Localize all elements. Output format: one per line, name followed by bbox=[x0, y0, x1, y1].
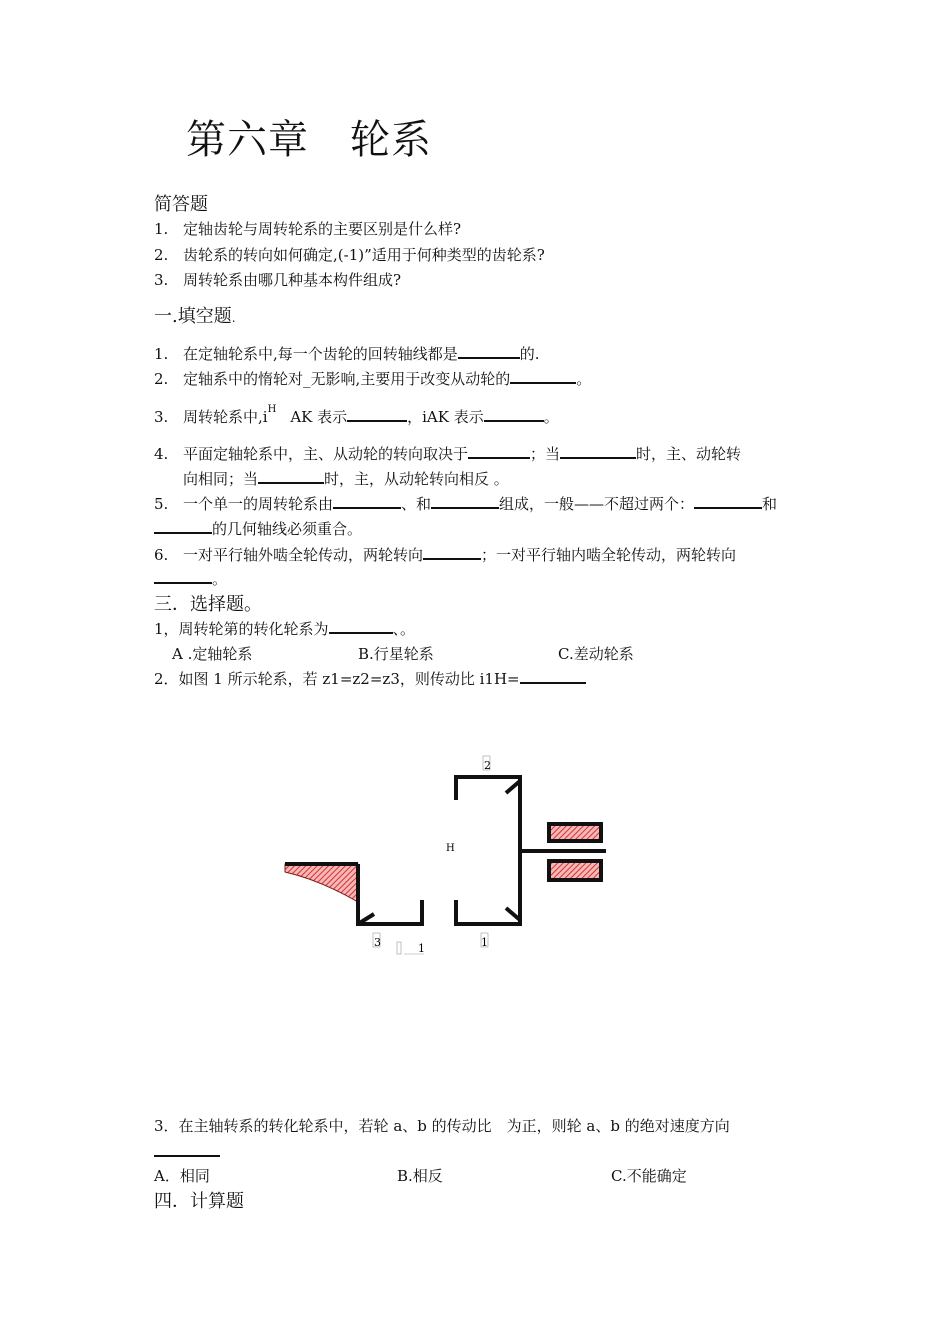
fill-q4-cont: 向相同；当 时，主，从动轮转向相反 。 bbox=[183, 470, 509, 488]
page-title: 第六章 轮系 bbox=[186, 117, 432, 163]
label-1b: 1 bbox=[481, 936, 488, 949]
fill-q3: 3. 周转轮系中$,i^H$ AK 表示 ，iAK 表示 。 bbox=[154, 404, 559, 426]
choice-q3-option-b: B.相反 bbox=[397, 1167, 443, 1185]
choice-q1-option-c: C.差动轮系 bbox=[558, 645, 634, 663]
short-answer-item: 1. 定轴齿轮与周转轮系的主要区别是什么样? bbox=[154, 220, 462, 238]
fill-q2: 2. 定轴系中的惰轮对_无影响,主要用于改变从动轮的 。 bbox=[154, 370, 592, 388]
gear-train-figure bbox=[270, 740, 630, 970]
gear-3-hatched-wedge bbox=[285, 864, 358, 902]
choice-q1-option-b: B.行星轮系 bbox=[358, 645, 434, 663]
choice-q1: 1，周转轮第的转化轮系为 、。 bbox=[154, 620, 416, 638]
gear-3-outline bbox=[358, 864, 422, 924]
fill-in-heading: 一.填空题. bbox=[154, 306, 236, 327]
choice-q3: 3．在主轴转系的转化轮系中，若轮 a、b 的传动比 为正，则轮 a、b 的绝对速度方向 bbox=[154, 1117, 730, 1135]
fill-q4: 4. 平面定轴轮系中，主、从动轮的转向取决于 ；当 时，主、动轮转 bbox=[154, 445, 742, 463]
bearing-bottom bbox=[549, 861, 601, 880]
short-answer-heading: 简答题 bbox=[154, 194, 208, 215]
fill-q5-cont: 的几何轴线必须重合。 bbox=[154, 518, 362, 539]
label-H: H bbox=[446, 843, 455, 854]
fill-q1: 1. 在定轴轮系中,每一个齿轮的回转轴线都是 的. bbox=[154, 345, 540, 363]
choice-q3-option-a: A．相同 bbox=[154, 1167, 210, 1185]
label-3: 3 bbox=[374, 936, 381, 949]
label-1a: 1 bbox=[418, 942, 425, 955]
short-answer-item: 2. 齿轮系的转向如何确定,(-1)”适用于何种类型的齿轮系? bbox=[154, 246, 545, 264]
choice-q3-option-c: C.不能确定 bbox=[611, 1167, 687, 1185]
choice-q1-option-a: A .定轴轮系 bbox=[172, 645, 253, 663]
fill-q5: 5. 一个单一的周转轮系由 、和 组成，一般——不超过两个： 和 bbox=[154, 495, 778, 513]
short-answer-item: 3. 周转轮系由哪几种基本构件组成? bbox=[154, 271, 402, 289]
choice-q3-blank bbox=[154, 1155, 220, 1157]
fill-q6: 6. 一对平行轴外啮全轮传动，两轮转向 ；一对平行轴内啮全轮传动，两轮转向 bbox=[154, 546, 737, 564]
calc-heading: 四．计算题 bbox=[154, 1191, 244, 1212]
label-2: 2 bbox=[484, 759, 491, 772]
choice-q2: 2．如图 1 所示轮系，若 z1=z2=z3，则传动比 i1H= bbox=[154, 668, 586, 689]
carrier-outline bbox=[456, 777, 520, 924]
choice-heading: 三．选择题。 bbox=[154, 594, 262, 615]
bearing-top bbox=[549, 824, 601, 841]
fill-q6-cont: 。 bbox=[154, 568, 227, 589]
